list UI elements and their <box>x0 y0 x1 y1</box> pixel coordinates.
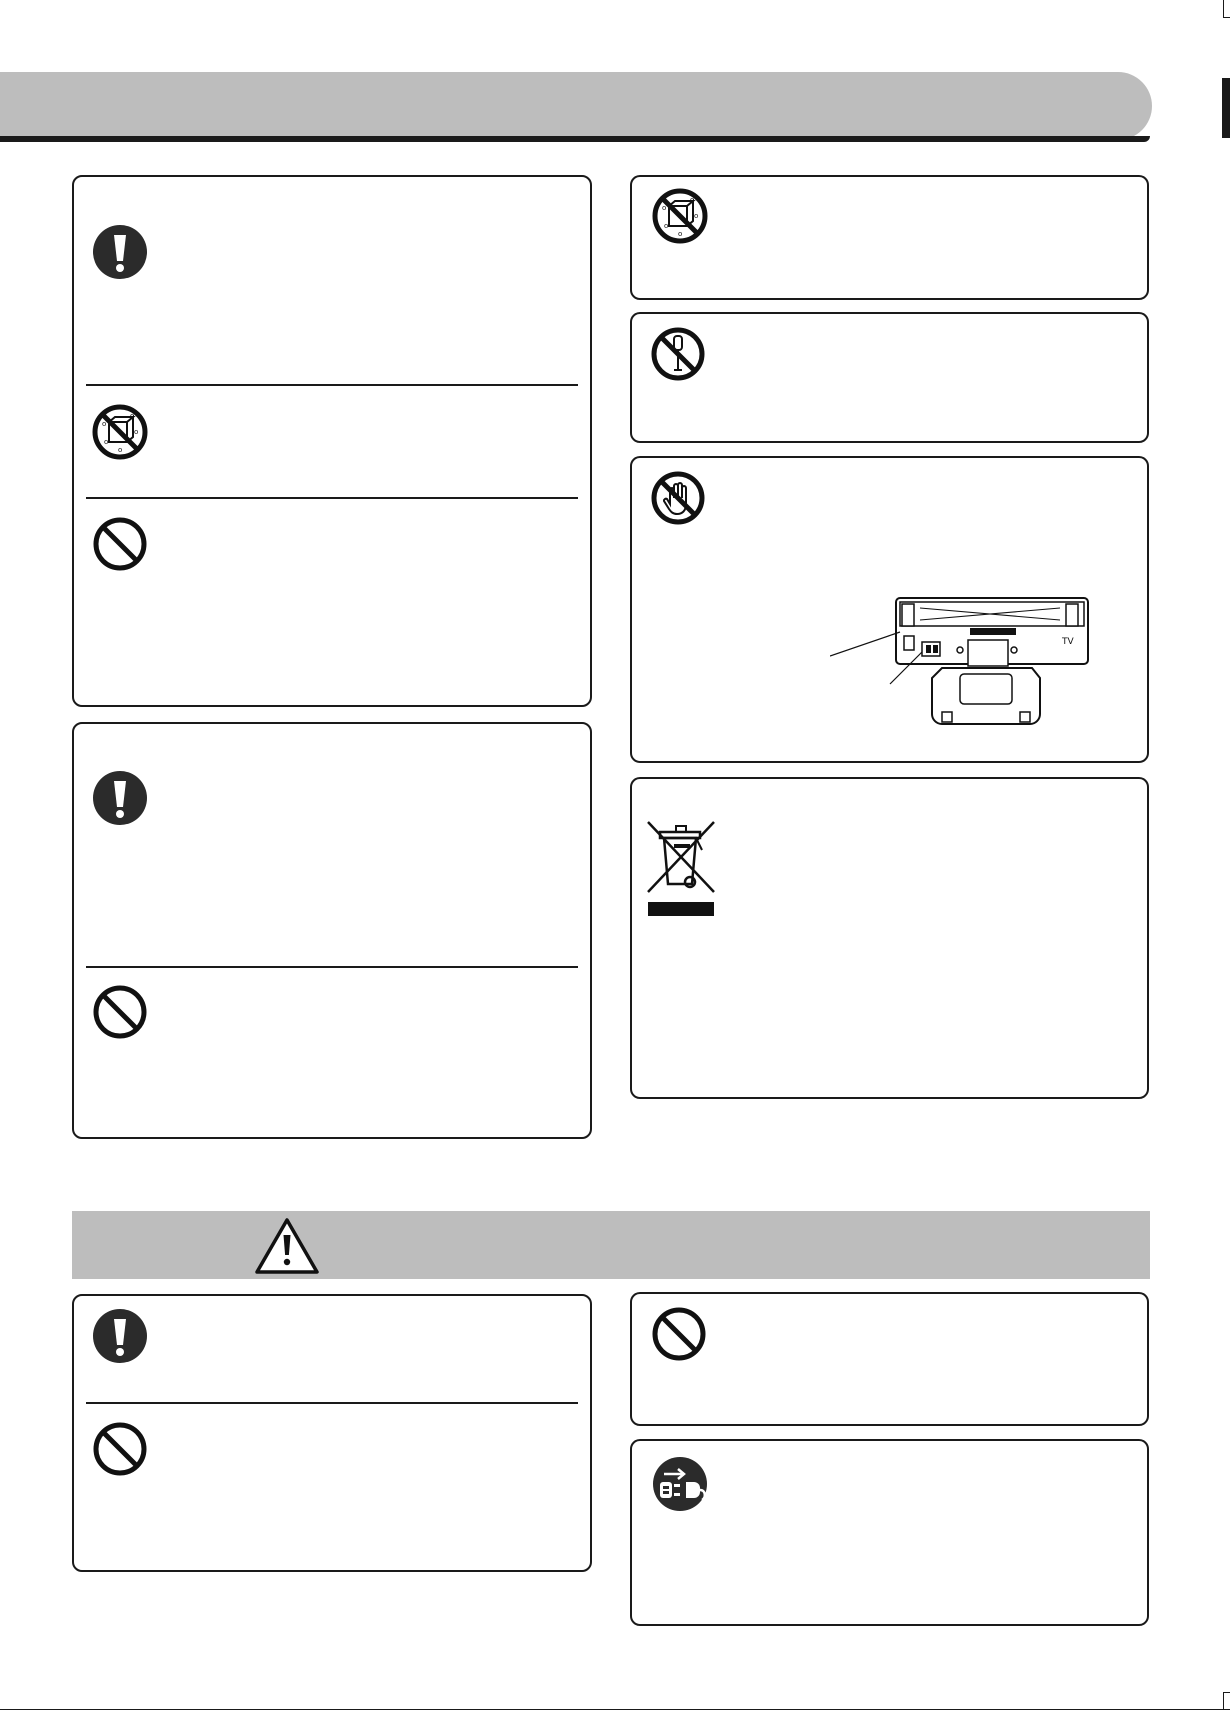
svg-text:o: o <box>102 420 107 428</box>
divider <box>86 384 578 386</box>
warning-box-1 <box>72 175 592 707</box>
crop-mark <box>1223 0 1224 18</box>
caution-header-band <box>72 1211 1150 1279</box>
warning-triangle-icon <box>254 1217 320 1275</box>
section-header-band <box>0 72 1152 140</box>
prohibition-icon <box>92 516 148 572</box>
svg-text:o: o <box>694 212 699 220</box>
warning-box-2 <box>72 722 592 1139</box>
crop-mark <box>1223 17 1230 18</box>
section-header-shadow <box>0 136 1150 142</box>
mandatory-icon <box>92 224 148 280</box>
svg-text:o: o <box>664 222 669 230</box>
svg-text:o: o <box>690 196 695 204</box>
svg-text:o: o <box>104 438 109 446</box>
crop-mark <box>1223 1692 1230 1693</box>
no-water-icon <box>92 404 148 460</box>
device-rear-illustration <box>830 596 1090 730</box>
caution-box-2 <box>630 1292 1149 1426</box>
edge-tab-marker <box>1222 78 1230 138</box>
divider <box>86 966 578 968</box>
page-bottom-line <box>0 1709 1230 1710</box>
svg-text:TV: TV <box>1062 637 1074 647</box>
svg-text:o: o <box>130 412 135 420</box>
divider <box>86 497 578 499</box>
no-water-icon <box>652 188 708 244</box>
prohibition-icon <box>92 1421 148 1477</box>
caution-box-1 <box>72 1294 592 1572</box>
mandatory-icon <box>92 770 148 826</box>
divider <box>86 1402 578 1404</box>
svg-text:o: o <box>118 446 123 454</box>
svg-text:o: o <box>662 204 667 212</box>
warning-box-4 <box>630 312 1149 443</box>
svg-text:o: o <box>678 230 683 238</box>
mandatory-icon <box>92 1308 148 1364</box>
no-disassembly-icon <box>650 326 706 382</box>
crossed-out-bin-icon <box>644 818 722 916</box>
crop-mark <box>1223 1692 1224 1710</box>
unplug-icon <box>652 1456 708 1512</box>
svg-text:o: o <box>134 428 139 436</box>
no-touch-icon <box>650 470 706 526</box>
prohibition-icon <box>651 1306 707 1362</box>
prohibition-icon <box>92 984 148 1040</box>
